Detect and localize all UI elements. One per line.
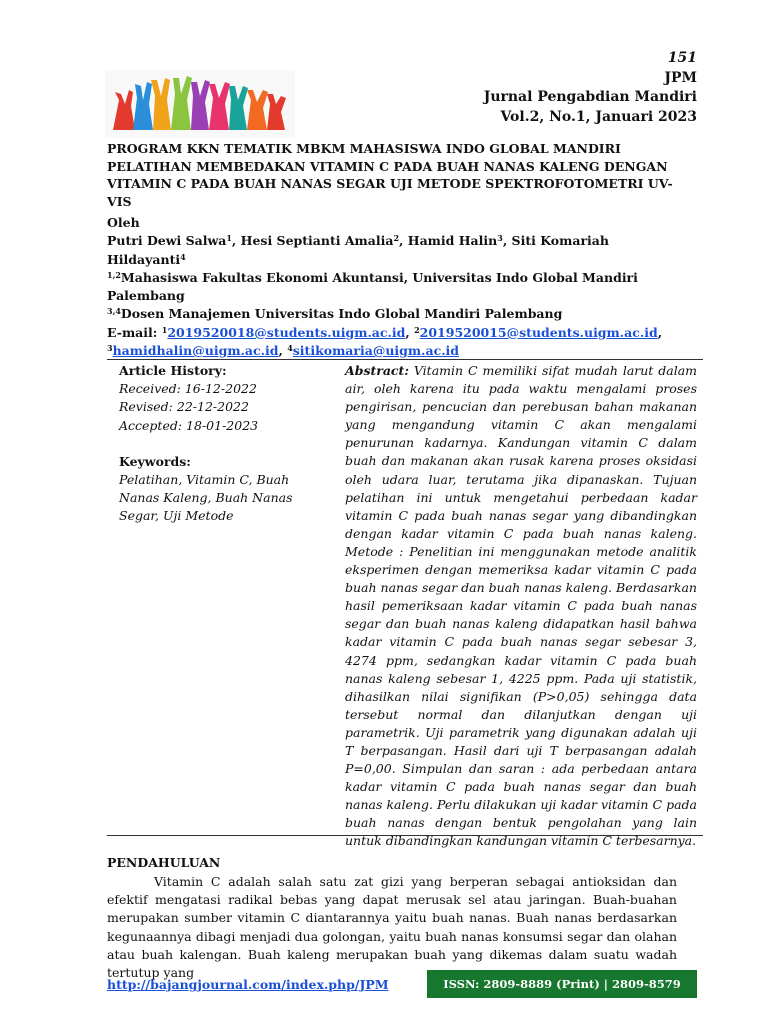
email-link-4[interactable]: sitikomaria@uigm.ac.id (292, 343, 460, 359)
email-4-sup: 4 (287, 343, 293, 354)
journal-url-link[interactable]: http://bajangjournal.com/index.php/JPM (107, 977, 389, 992)
author-1-sup: 1 (226, 233, 232, 244)
author-names: Putri Dewi Salwa$^1$, Hesi Septianti Amalia$^2$, Hamid Halin$^3$, Siti Komariah Hildayanti$^4$ (107, 233, 609, 267)
journal-volume: Vol.2, No.1, Januari 2023 (500, 108, 697, 125)
accepted-date: Accepted: 18-01-2023 (119, 417, 259, 433)
affiliation-2-sup: 3,4 (107, 306, 121, 317)
affiliation-1-sup: 1,2 (107, 269, 121, 280)
introduction-paragraph (107, 873, 677, 982)
journal-name: Jurnal Pengabdian Mandiri (483, 89, 697, 105)
journal-logo-hands (105, 70, 295, 138)
author-3-sup: 3 (497, 233, 503, 244)
email-1-sup: 1 (161, 324, 168, 335)
email-link-1[interactable]: 2019520018@students.uigm.ac.id (167, 324, 406, 340)
footer-journal-url (107, 977, 389, 992)
affiliation-1 (107, 269, 687, 306)
email-link-2[interactable]: 2019520015@students.uigm.ac.id (419, 324, 658, 340)
author-block (107, 214, 687, 360)
journal-header (484, 49, 697, 127)
email-2-sup: 2 (414, 324, 420, 335)
email-link-3[interactable]: hamidhalin@uigm.ac.id (112, 343, 279, 359)
affiliation-1-text: Mahasiswa Fakultas Ekonomi Akuntansi, Universitas Indo Global Mandiri Palembang (107, 269, 638, 304)
keywords-text: Pelatihan, Vitamin C, Buah Nanas Kaleng, Buah Nanas Segar, Uji Metode (119, 472, 293, 524)
received-date: Received: 16-12-2022 (119, 381, 257, 397)
article-meta (119, 362, 319, 526)
introduction-text: Vitamin C adalah salah satu zat gizi yang berperan sebagai antioksidan dan efektif mengatasi radikal bebas yang dapat merusak sel atau jaringan. Buah-buahan merupakan sumber vitamin C diantarannya yaitu buah nanas. Buah nanas berdasarkan kegunaannya dibagi menjadi dua golongan, yaitu buah nanas konsumsi segar dan olahan atau buah kalengan. Buah kaleng merupakan buah yang dikemas dalam suatu wadah tertutup yang (107, 874, 677, 981)
author-4: Siti Komariah Hildayanti (107, 233, 609, 267)
author-4-sup: 4 (180, 251, 186, 262)
issn-badge: ISSN: 2809-8889 (Print) | 2809-8579 (Online) (427, 970, 697, 998)
author-2-sup: 2 (393, 233, 400, 244)
author-2: Hesi Septianti Amalia (240, 233, 394, 249)
abstract-text: Vitamin C memiliki sifat mudah larut dalam air, oleh karena itu pada waktu mengalami proses pengirisan, pencucian dan perebusan bahan makanan yang mengandung vitamin C akan mengalami penurunan kadarnya. Kandungan vitamin C dalam buah dan makanan akan rusak karena proses oksidasi oleh udara luar, terutama jika dipanaskan. Tujuan pelatihan ini untuk mengetahui perbedaan kadar vitamin C pada buah nanas segar yang dibandingkan dengan kadar vitamin C pada buah nanas kaleng. Metode : Penelitian ini menggunakan metode analitik eksperimen dengan memeriksa kadar vitamin C pada buah nanas segar dan buah nanas kaleng. Berdasarkan hasil pemeriksaan kadar vitamin C pada buah nanas segar dan buah nanas kaleng didapatkan hasil bahwa kadar vitamin C pada buah nanas segar sebesar 3, 4274 ppm, sedangkan kadar vitamin C pada buah nanas kaleng sebesar 1, 4225 ppm. Pada uji statistik, dihasilkan nilai signifikan (P>0,05) sehingga data tersebut normal dan dilanjutkan dengan uji parametrik. Uji parametrik yang digunakan adalah uji T berpasangan. Hasil dari uji T berpasangan adalah P=0,00. Simpulan dan saran : ada perbedaan antara kadar vitamin C pada buah nanas segar dan buah nanas kaleng. Perlu dilakukan uji kadar vitamin C pada buah nanas dengan bentuk pengolahan yang lain untuk dibandingkan kandungan vitamin C terbesarnya. (345, 363, 698, 849)
oleh-label: Oleh (107, 215, 140, 230)
top-divider (107, 359, 703, 360)
email-line: E-mail: $^1$2019520018@students.uigm.ac.id, $^2$2019520015@students.uigm.ac.id, (107, 324, 663, 340)
revised-date: Revised: 22-12-2022 (119, 399, 249, 415)
page-number: 151 (667, 50, 697, 66)
author-1: Putri Dewi Salwa (107, 233, 227, 249)
author-3: Hamid Halin (407, 233, 498, 249)
affiliation-2-text: Dosen Manajemen Universitas Indo Global Mandiri Palembang (120, 306, 563, 322)
bottom-divider (107, 835, 703, 836)
abstract-label: Abstract: (345, 363, 409, 378)
section-heading-pendahuluan: PENDAHULUAN (107, 855, 221, 870)
keywords-heading: Keywords: (119, 453, 191, 469)
affiliation-2 (107, 305, 687, 323)
email-label: E-mail: (107, 324, 158, 340)
paper-title: PROGRAM KKN TEMATIK MBKM MAHASISWA INDO GLOBAL MANDIRI PELATIHAN MEMBEDAKAN VITAMIN C PADA BUAH NANAS KALENG DENGAN VITAMIN C PADA BUAH NANAS SEGAR UJI METODE SPEKTROFOTOMETRI UV-VIS (107, 141, 673, 209)
article-history-heading: Article History: (119, 363, 227, 378)
email-line-2: $^3$hamidhalin@uigm.ac.id, $^4$sitikomaria@uigm.ac.id (107, 343, 460, 359)
abstract (345, 362, 697, 851)
journal-abbr: JPM (664, 69, 697, 86)
email-3-sup: 3 (107, 343, 113, 354)
